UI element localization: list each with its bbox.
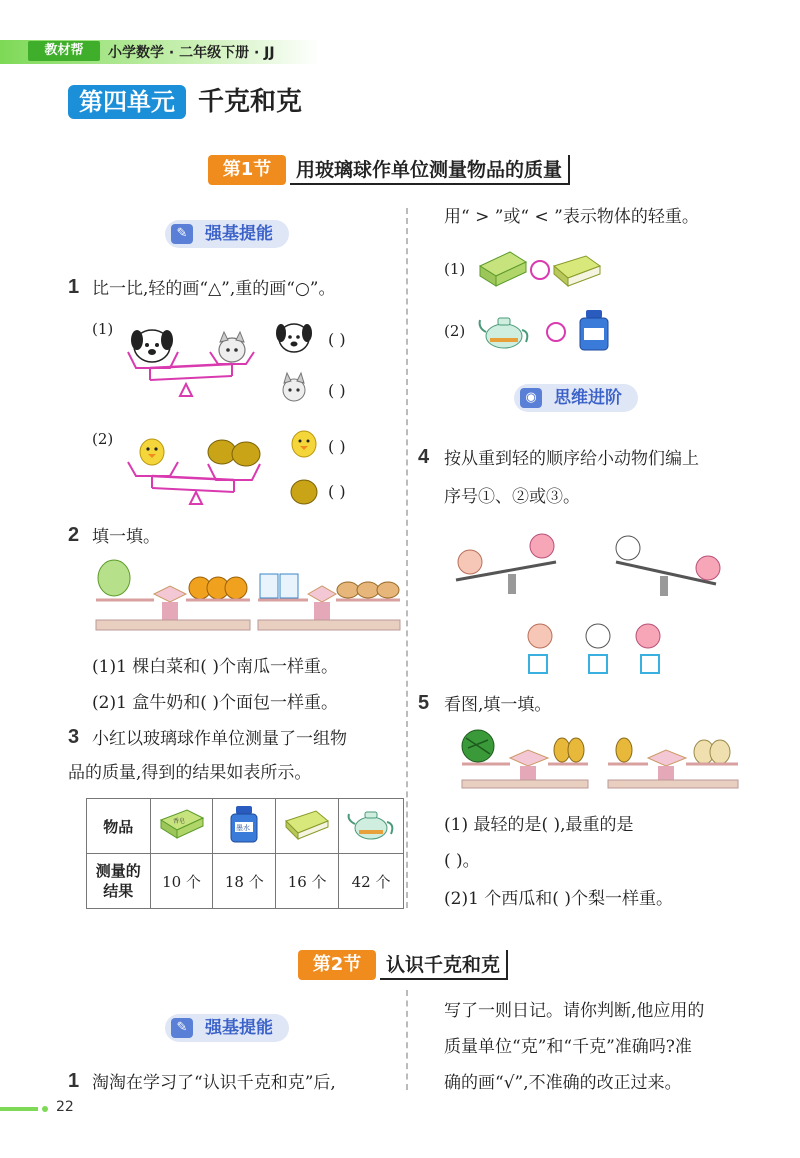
- s2q1-right1: 写了一则日记。请你判断,他应用的: [444, 1001, 705, 1021]
- q1-number: 1: [68, 276, 80, 298]
- table-cell-teapot: [339, 799, 404, 854]
- table-header-item: 物品: [87, 799, 151, 854]
- q4-number: 4: [418, 446, 430, 468]
- q1-blank-chick2[interactable]: ( ): [328, 482, 346, 501]
- footer-dot: [42, 1106, 48, 1112]
- pencil-icon: ✎: [171, 1018, 193, 1038]
- q1-part1: (1): [92, 320, 114, 338]
- section2-title: 认识千克和克: [380, 950, 508, 980]
- q2-number: 2: [68, 524, 80, 546]
- column-divider: [406, 208, 408, 908]
- pill-basic: [165, 220, 289, 248]
- q3-table: [86, 798, 404, 909]
- q4-seesaws-illustration: [446, 528, 746, 608]
- q5-text: 看图,填一填。: [444, 695, 552, 715]
- footer-bar: [0, 1107, 38, 1111]
- header-tag: 教材帮: [28, 41, 100, 61]
- q5-scales-illustration: [458, 724, 758, 792]
- book-icon: [282, 807, 332, 841]
- medal-icon: ◉: [520, 388, 542, 408]
- q1-blank-chick1[interactable]: ( ): [328, 437, 346, 456]
- q5-line1: (1) 最轻的是( ),最重的是: [444, 815, 634, 835]
- q3-number: 3: [68, 726, 80, 748]
- q4-line2: 序号①、②或③。: [444, 487, 580, 507]
- s2q1-right2: 质量单位“克”和“千克”准确吗?准: [444, 1037, 692, 1057]
- s2q1-number: 1: [68, 1070, 80, 1092]
- table-header-result-line2: 结果: [103, 882, 134, 900]
- unit-label: 第四单元: [68, 85, 186, 119]
- table-header-result: [87, 854, 151, 909]
- q3b-part1: (1): [444, 260, 466, 278]
- svg-text:香皂: 香皂: [172, 818, 185, 825]
- q2-line1: (1)1 棵白菜和( )个南瓜一样重。: [92, 657, 338, 677]
- q1-blank-dog1[interactable]: ( ): [328, 330, 346, 349]
- compare-circle-1: [531, 261, 549, 279]
- ink-bottle-icon: [227, 804, 261, 844]
- q1-chick-icons: [284, 424, 324, 514]
- svg-text:墨水: 墨水: [236, 824, 251, 832]
- page-number: 22: [56, 1099, 74, 1115]
- section1-tag: 第1节: [208, 155, 286, 185]
- q3b-compare2: [476, 306, 616, 356]
- q4-answer-box-2[interactable]: [588, 654, 608, 674]
- s2q1-text: 淘淘在学习了“认识千克和克”后,: [92, 1073, 336, 1093]
- q1-text: 比一比,轻的画“△”,重的画“○”。: [92, 279, 336, 299]
- table-value-soap: 10 个: [150, 854, 213, 909]
- q4-answer-box-1[interactable]: [528, 654, 548, 674]
- q4-line1: 按从重到轻的顺序给小动物们编上: [444, 449, 699, 469]
- q2-text: 填一填。: [92, 527, 160, 547]
- q3-line1: 小红以玻璃球作单位测量了一组物: [92, 729, 347, 749]
- q4-answer-box-3[interactable]: [640, 654, 660, 674]
- q5-line3: (2)1 个西瓜和( )个梨一样重。: [444, 889, 673, 909]
- section2-tag: 第2节: [298, 950, 376, 980]
- table-cell-soap: [150, 799, 213, 854]
- teapot-icon: [345, 806, 397, 842]
- q1-scale2-illustration: [120, 430, 280, 510]
- table-value-book: 16 个: [276, 854, 339, 909]
- q5-number: 5: [418, 692, 430, 714]
- q5-line2: ( )。: [444, 851, 480, 871]
- pill-basic2-label: 强基提能: [205, 1018, 273, 1038]
- table-value-ink: 18 个: [213, 854, 276, 909]
- q1-dog-cat-icons: [272, 316, 322, 416]
- table-value-teapot: 42 个: [339, 854, 404, 909]
- pill-basic-label: 强基提能: [205, 224, 273, 244]
- pencil-icon: ✎: [171, 224, 193, 244]
- pill-advanced: [514, 384, 638, 412]
- s2q1-right3: 确的画“√”,不准确的改正过来。: [444, 1073, 682, 1093]
- column-divider-2: [406, 990, 408, 1090]
- section1-title: 用玻璃球作单位测量物品的质量: [290, 155, 570, 185]
- unit-title: 千克和克: [198, 87, 303, 117]
- q3b-text: 用“ > ”或“ < ”表示物体的轻重。: [444, 207, 699, 227]
- pill-basic-2: [165, 1014, 289, 1042]
- q2-scales-illustration: [92, 558, 404, 638]
- q3b-part2: (2): [444, 322, 466, 340]
- q4-animals-row: [520, 620, 670, 654]
- soap-icon: [157, 806, 207, 842]
- q1-blank-cat1[interactable]: ( ): [328, 381, 346, 400]
- q3b-compare1: [476, 244, 606, 296]
- q3-line2: 品的质量,得到的结果如表所示。: [68, 763, 312, 783]
- table-cell-book: [276, 799, 339, 854]
- table-cell-ink: [213, 799, 276, 854]
- q1-part2: (2): [92, 430, 114, 448]
- table-header-result-line1: 测量的: [95, 862, 141, 880]
- q2-line2: (2)1 盒牛奶和( )个面包一样重。: [92, 693, 338, 713]
- pill-advanced-label: 思维进阶: [554, 388, 622, 408]
- header-subject: 小学数学 · 二年级下册 · JJ: [108, 45, 275, 61]
- q1-scale1-illustration: [120, 318, 280, 403]
